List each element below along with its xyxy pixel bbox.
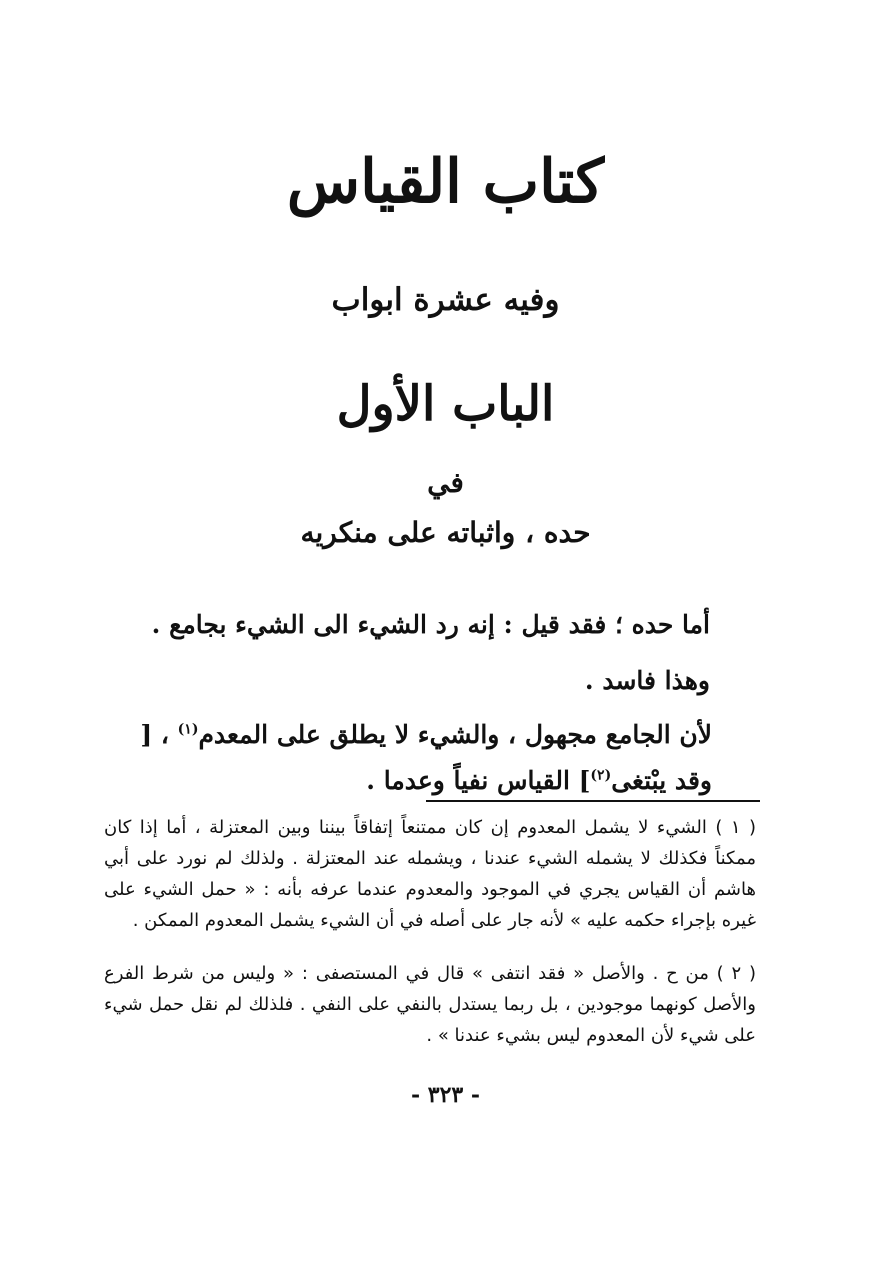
chapter-title: الباب الأول xyxy=(336,376,555,432)
body-text-segment: ] القياس نفياً وعدما . xyxy=(366,766,591,795)
footnote-ref-1: (١) xyxy=(177,721,199,738)
body-text-segment: لأن الجامع مجهول ، والشيء لا يطلق على المعدم xyxy=(198,720,712,749)
footnote-separator xyxy=(426,800,760,802)
body-paragraph-invalid: وهذا فاسد . xyxy=(584,666,710,695)
footnote-2: ( ٢ ) من ح . والأصل « فقد انتفى » قال في المستصفى : « وليس من شرط الفرع والأصل كونهما موجودين ، بل ربما يستدل بالنفي على النفي . فلذلك لم نقل حمل شيء على شيء لأن المعدوم ليس بشيء عندنا » . xyxy=(104,963,756,1046)
book-title: كتاب القياس xyxy=(286,147,605,217)
footnote-1: ( ١ ) الشيء لا يشمل المعدوم إن كان ممتنعاً إتفاقاً بيننا وبين المعتزلة ، أما إذا كان ممكناً فكذلك لا يشمله الشيء عندنا ، ويشمله عند المعتزلة . ولذلك لم نورد على أبي هاشم أن القياس يجري في الموجود والمعدوم عندما عرفه بأنه : « حمل الشيء على غيره بإجراء حكمه عليه » لأنه جار على أصله في أن الشيء يشمل المعدوم الممكن . xyxy=(104,817,756,931)
footnote-ref-2: (٢) xyxy=(590,767,612,784)
body-paragraph-reason xyxy=(100,712,712,804)
chapter-preposition: في xyxy=(427,466,464,499)
sections-count: وفيه عشرة ابواب xyxy=(331,282,560,318)
chapter-subtitle: حده ، واثباته على منكريه xyxy=(300,516,591,549)
page-number: - ٣٢٣ - xyxy=(410,1082,481,1108)
body-text-segment: ، [ وقد يبْتغى xyxy=(140,720,712,795)
body-paragraph-definition: أما حده ؛ فقد قيل : إنه رد الشيء الى الشيء بجامع . xyxy=(151,610,710,639)
